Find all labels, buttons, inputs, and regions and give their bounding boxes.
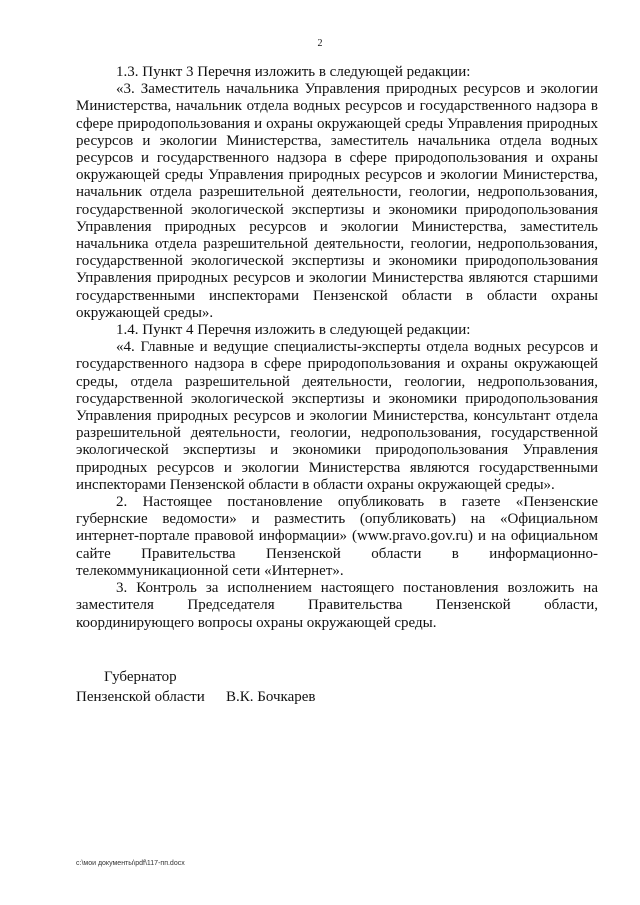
page-number: 2: [317, 38, 323, 49]
document-body: [76, 64, 598, 632]
paragraph-1-3-heading: 1.3. Пункт 3 Перечня изложить в следующей редакции:: [116, 64, 471, 80]
signature-region: Пензенской области: [76, 689, 205, 705]
footer-file-path: c:\мои документы\pdf\117-пп.docx: [76, 860, 185, 867]
paragraph-control: 3. Контроль за исполнением настоящего постановления возложить на заместителя Председателя Правительства Пензенской области, координирующего вопросы охраны окружающей среды.: [76, 580, 598, 631]
paragraph-item-4-text: «4. Главные и ведущие специалисты-эксперты отдела водных ресурсов и государственного надзора в сфере природопользования и охраны окружающей среды, отдела разрешительной деятельности, геологии, недропользования, государственной экологической экспертизы и экономики природопользования Управления природных ресурсов и экологии Министерства, консультант отдела разрешительной деятельности, геологии, недропользования, государственной экологической экспертизы и экономики природопользования Управления природных ресурсов и экологии Министерства являются государственными инспекторами Пензенской области в области охраны окружающей среды».: [76, 339, 598, 493]
signature-title: Губернатор: [104, 669, 177, 685]
signature-row: [76, 687, 476, 707]
paragraph-item-3-text: «3. Заместитель начальника Управления природных ресурсов и экологии Министерства, начальник отдела водных ресурсов и государственного надзора в сфере природопользования и охраны окружающей среды Управления природных ресурсов и экологии Министерства, заместитель начальника отдела водных ресурсов и государственного надзора в сфере природопользования и охраны окружающей среды Управления природных ресурсов и экологии Министерства, начальник отдела разрешительной деятельности, геологии, недропользования, государственной экологической экспертизы и экономики природопользования Управления природных ресурсов и экологии Министерства, заместитель начальника отдела разрешительной деятельности, геологии, недропользования, государственной экологической экспертизы и экономики природопользования Управления природных ресурсов и экологии Министерства являются старшими государственными инспекторами Пензенской области в области охраны окружающей среды».: [76, 81, 598, 321]
paragraph-1-4-heading: 1.4. Пункт 4 Перечня изложить в следующей редакции:: [116, 322, 471, 339]
paragraph-publication: 2. Настоящее постановление опубликовать в газете «Пензенские губернские ведомости» и разместить (опубликовать) на «Официальном интернет-портале правовой информации» (www.pravo.gov.ru) и на официальном сайте Правительства Пензенской области в информационно-телекоммуникационной сети «Интернет».: [76, 494, 598, 579]
signature-block: [76, 667, 476, 707]
signature-name: В.К. Бочкарев: [226, 689, 316, 705]
